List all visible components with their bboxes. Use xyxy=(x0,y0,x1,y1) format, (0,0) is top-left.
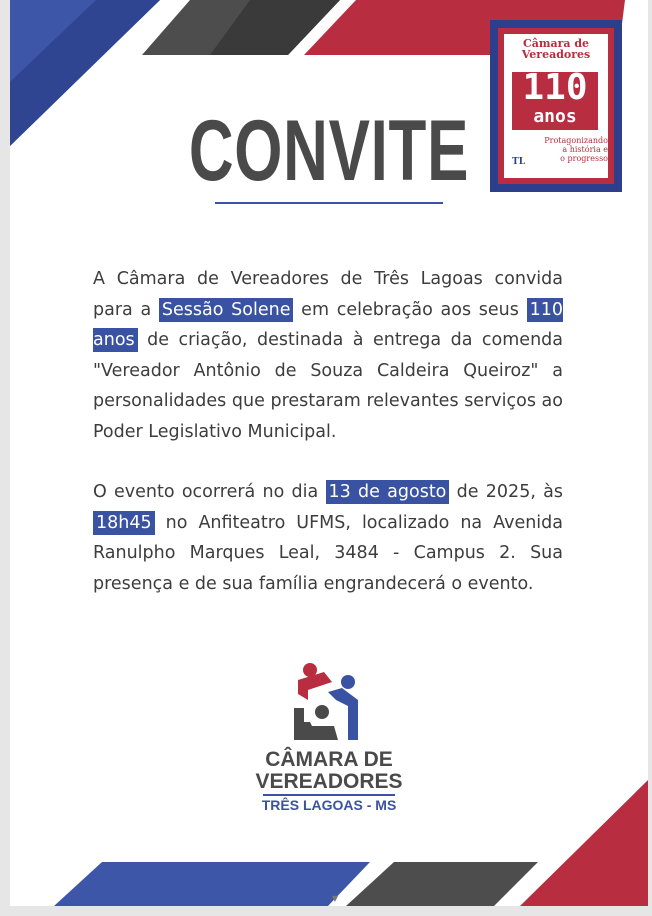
highlight-110-anos: 110 anos xyxy=(93,299,563,350)
stamp-tagline-3: o progresso xyxy=(560,154,608,163)
p2-text-b: de 2025, às xyxy=(449,482,563,502)
p1-text-b: em celebração aos seus xyxy=(293,299,527,320)
stamp-monogram: TL xyxy=(512,157,526,167)
bottom-gray-band xyxy=(346,862,538,906)
anniversary-stamp xyxy=(490,20,622,192)
camara-logo-icon xyxy=(290,660,368,744)
p1-text-a: A Câmara de Vereadores de Três Lagoas convida para a xyxy=(93,269,563,320)
scroll-down-icon[interactable]: ▼ xyxy=(331,894,339,903)
logo-line-2: VEREADORES xyxy=(255,770,403,793)
stamp-tagline-2: a história e xyxy=(562,145,608,154)
logo-line-3: TRÊS LAGOAS - MS xyxy=(261,797,397,813)
stamp-heading xyxy=(504,38,608,60)
highlight-time: 18h45 xyxy=(93,511,155,535)
highlight-sessao-solene: Sessão Solene xyxy=(159,298,294,322)
stamp-line-1: Câmara de xyxy=(522,37,590,50)
bottom-right-red-triangle xyxy=(520,780,648,906)
highlight-date: 13 de agosto xyxy=(326,480,450,504)
stamp-tagline xyxy=(526,136,608,163)
stamp-number: 110 xyxy=(522,67,588,108)
p2-text-c: no Anfiteatro UFMS, localizado na Avenida Ranulpho Marques Leal, 3484 - Campus 2. Sua presença e de sua família engrandecerá o evento. xyxy=(93,512,563,594)
camara-logo xyxy=(243,660,415,820)
invitation-title: CONVITE xyxy=(188,103,470,199)
stamp-line-2: Vereadores xyxy=(521,48,591,61)
p1-text-c: de criação, destinada à entrega da comenda "Vereador Antônio de Souza Caldeira Queiroz" a personalidades que prestaram relevantes serviços ao Poder Legislativo Municipal. xyxy=(93,330,563,442)
invitation-card xyxy=(10,0,648,906)
stamp-tagline-1: Protagonizando xyxy=(544,136,608,145)
invitation-paragraph-1 xyxy=(93,264,563,447)
p2-text-a: O evento ocorrerá no dia xyxy=(93,482,326,502)
title-underline xyxy=(215,202,443,204)
logo-line-1: CÂMARA DE xyxy=(265,748,393,771)
stamp-years: anos xyxy=(533,106,577,127)
invitation-paragraph-2 xyxy=(93,477,563,599)
